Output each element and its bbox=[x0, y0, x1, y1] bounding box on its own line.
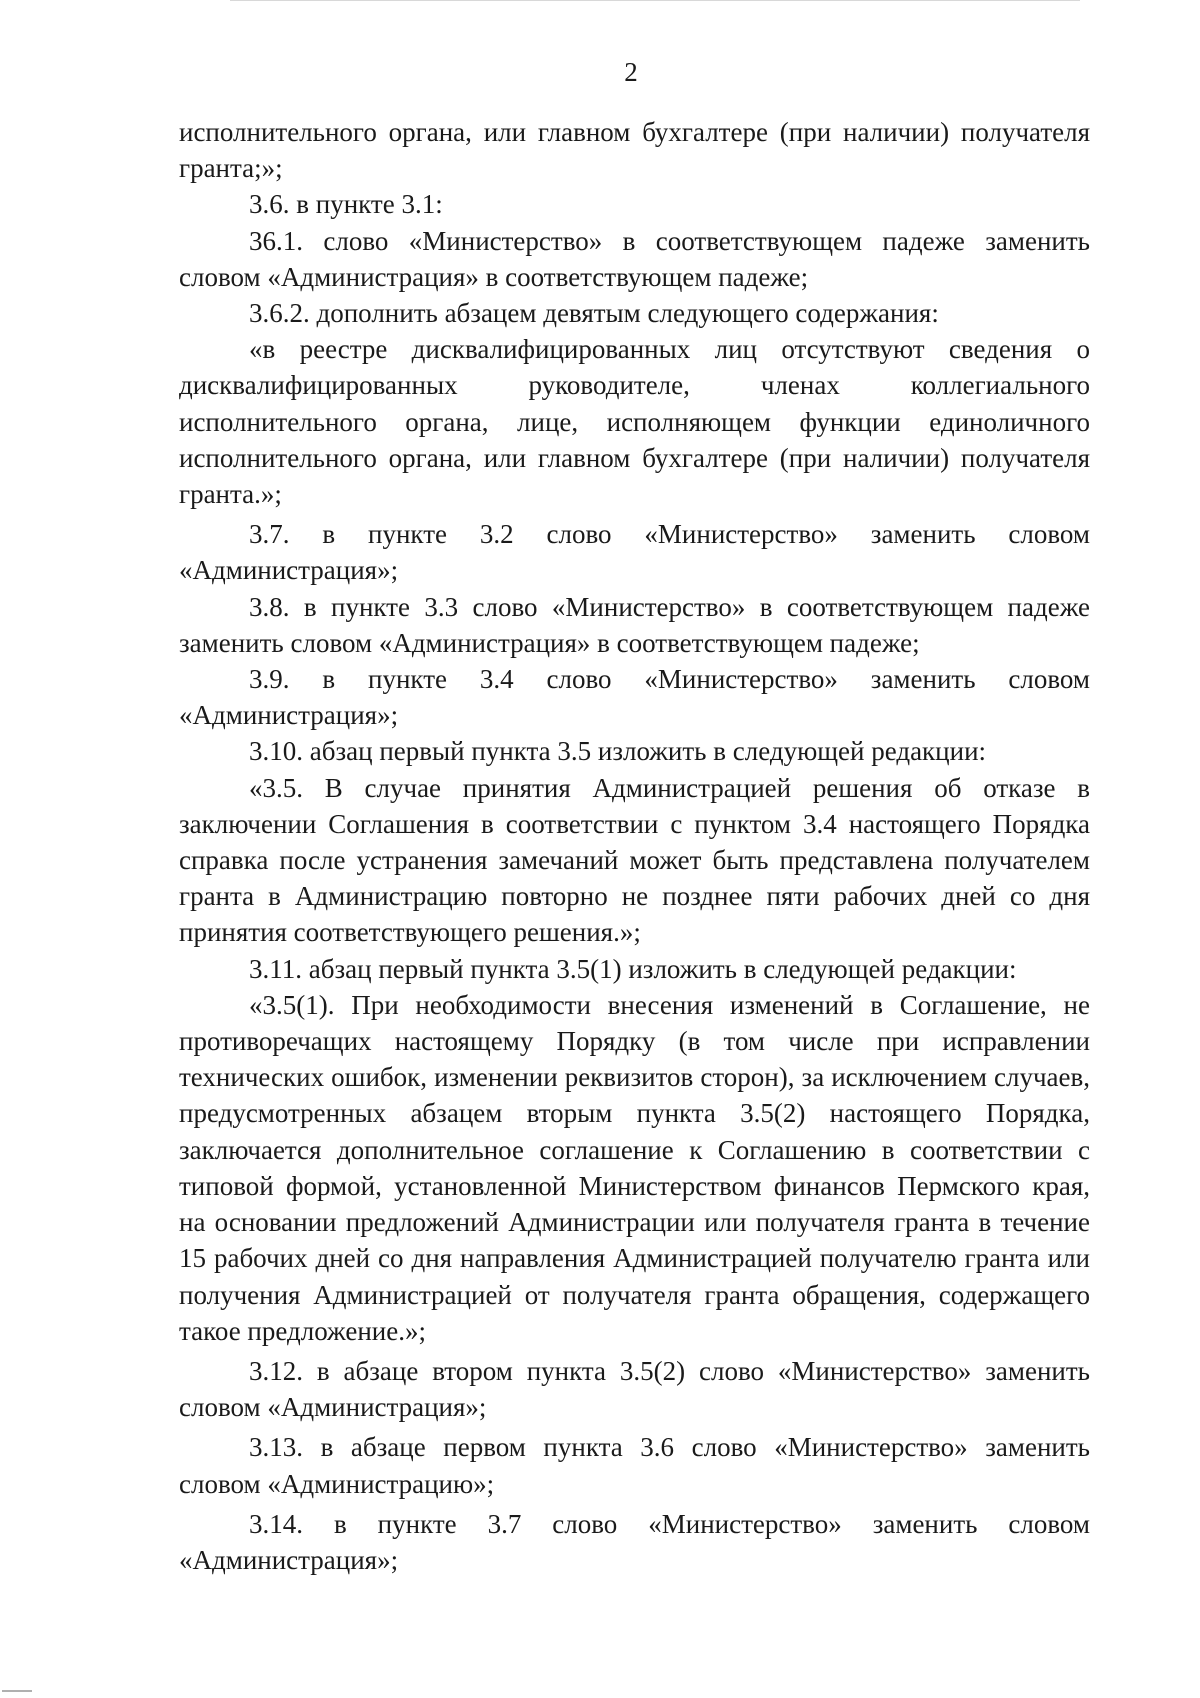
paragraph: исполнительного органа, или главном бухгалтере (при наличии) получателя гранта;»; bbox=[179, 117, 1090, 184]
paragraph: 3.14. в пункте 3.7 слово «Министерство» заменить словом «Администрация»; bbox=[179, 1508, 1090, 1575]
paragraph: 3.9. в пункте 3.4 слово «Министерство» заменить словом «Администрация»; bbox=[179, 664, 1090, 731]
scan-edge-bottom-left bbox=[2, 1690, 32, 1692]
paragraph: «3.5(1). При необходимости внесения изменений в Соглашение, не противоречащих настоящему Порядку (в том числе при исправлении технических ошибок, изменении реквизитов сторон), за исключением случаев, предусмотренных абзацем вторым пункта 3.5(2) настоящего Порядка, заключается дополнительное соглашение к Соглашению в соответствии с типовой формой, установленной Министерством финансов Пермского края, на основании предложений Администрации или получателя гранта в течение 15 рабочих дней со дня направления Администрацией получателю гранта или получения Администрацией от получателя гранта обращения, содержащего такое предложение.»; bbox=[179, 989, 1090, 1346]
paragraph: 3.8. в пункте 3.3 слово «Министерство» в соответствующем падеже заменить словом «Администрация» в соответствующем падеже; bbox=[179, 591, 1090, 658]
paragraph: 36.1. слово «Министерство» в соответствующем падеже заменить словом «Администрация» в соответствующем падеже; bbox=[179, 225, 1090, 292]
paragraph: 3.11. абзац первый пункта 3.5(1) изложить в следующей редакции: bbox=[249, 953, 1017, 984]
paragraph: «3.5. В случае принятия Администрацией решения об отказе в заключении Соглашения в соответствии с пунктом 3.4 настоящего Порядка справка после устранения замечаний может быть представлена получателем гранта в Администрацию повторно не позднее пяти рабочих дней со дня принятия соответствующего решения.»; bbox=[179, 772, 1090, 948]
document-body bbox=[179, 114, 1090, 1578]
paragraph: 3.7. в пункте 3.2 слово «Министерство» заменить словом «Администрация»; bbox=[179, 519, 1090, 586]
page-number: 2 bbox=[624, 57, 638, 87]
paragraph: «в реестре дисквалифицированных лиц отсутствуют сведения о дисквалифицированных руководителе, членах коллегиального исполнительного органа, лице, исполняющем функции единоличного исполнительного органа, или главном бухгалтере (при наличии) получателя гранта.»; bbox=[179, 334, 1090, 510]
paragraph: 3.12. в абзаце втором пункта 3.5(2) слово «Министерство» заменить словом «Администрация»; bbox=[179, 1355, 1090, 1423]
scan-edge-top bbox=[230, 0, 1080, 1]
paragraph: 3.6. в пункте 3.1: bbox=[249, 189, 443, 220]
paragraph: 3.6.2. дополнить абзацем девятым следующего содержания: bbox=[249, 298, 939, 329]
paragraph: 3.13. в абзаце первом пункта 3.6 слово «Министерство» заменить словом «Администрацию»; bbox=[179, 1432, 1090, 1499]
paragraph: 3.10. абзац первый пункта 3.5 изложить в следующей редакции: bbox=[249, 736, 987, 767]
